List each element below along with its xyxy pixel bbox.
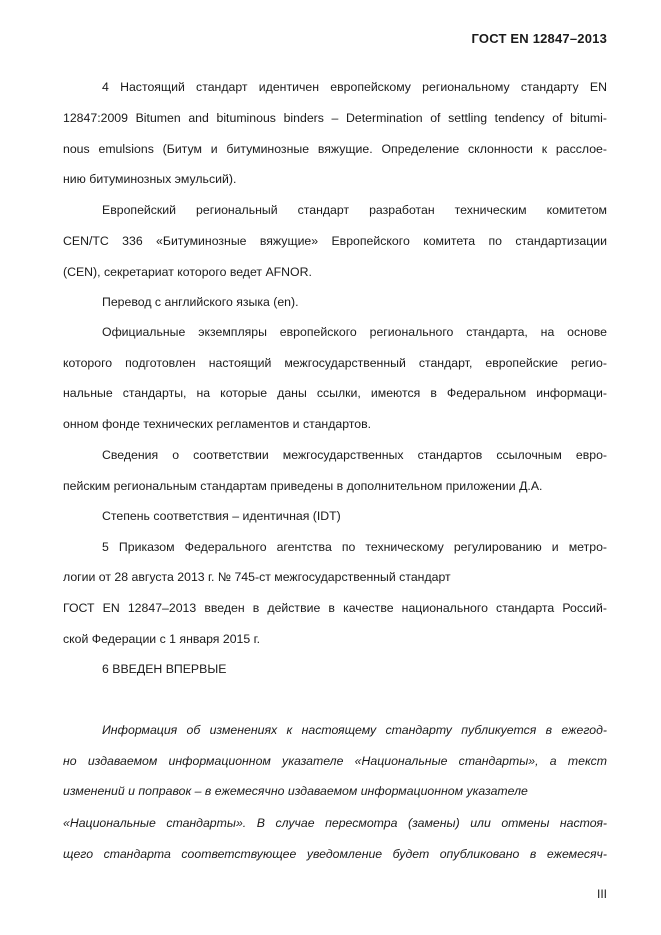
text-line: которого подготовлен настоящий межгосударственный стандарт, европейские регио- (63, 356, 607, 370)
text-line: Сведения о соответствии межгосударственных стандартов ссылочным евро- (102, 448, 607, 462)
text-line: «Национальные стандарты». В случае пересмотра (замены) или отмены настоя- (63, 816, 607, 830)
text-line: 5 Приказом Федерального агентства по техническому регулированию и метро- (102, 540, 607, 554)
text-line: nous emulsions (Битум и битуминозные вяжущие. Определение склонности к расслое- (63, 142, 607, 156)
document-header: ГОСТ EN 12847–2013 (471, 31, 607, 46)
text-line: ГОСТ EN 12847–2013 введен в действие в качестве национального стандарта Россий- (63, 601, 607, 615)
text-line: CEN/TC 336 «Битуминозные вяжущие» Европейского комитета по стандартизации (63, 234, 607, 248)
text-line: изменений и поправок – в ежемесячно издаваемом информационном указателе (63, 784, 528, 798)
text-line: Степень соответствия – идентичная (IDT) (102, 509, 341, 523)
text-line: нию битуминозных эмульсий). (63, 172, 237, 186)
text-line: Перевод с английского языка (en). (102, 295, 299, 309)
text-line: 4 Настоящий стандарт идентичен европейскому региональному стандарту EN (102, 80, 607, 94)
text-line: Европейский региональный стандарт разработан техническим комитетом (102, 203, 607, 217)
page-number: III (596, 887, 607, 901)
text-line: 6 ВВЕДЕН ВПЕРВЫЕ (102, 662, 227, 676)
text-line: (CEN), секретариат которого ведет AFNOR. (63, 265, 312, 279)
text-line: Официальные экземпляры европейского регионального стандарта, на основе (102, 325, 607, 339)
text-line: но издаваемом информационном указателе «Национальные стандарты», а текст (63, 754, 607, 768)
text-line: Информация об изменениях к настоящему стандарту публикуется в ежегод- (102, 723, 607, 737)
text-line: ской Федерации с 1 января 2015 г. (63, 632, 261, 646)
text-line: 12847:2009 Bitumen and bituminous binders – Determination of settling tendency of bitumi- (63, 111, 607, 125)
text-line: онном фонде технических регламентов и стандартов. (63, 417, 372, 431)
text-line: пейским региональным стандартам приведены в дополнительном приложении Д.А. (63, 479, 543, 493)
text-line: логии от 28 августа 2013 г. № 745-ст межгосударственный стандарт (63, 570, 451, 584)
text-line: нальные стандарты, на которые даны ссылки, имеются в Федеральном информаци- (63, 386, 607, 400)
text-line: щего стандарта соответствующее уведомление будет опубликовано в ежемесяч- (63, 847, 607, 861)
